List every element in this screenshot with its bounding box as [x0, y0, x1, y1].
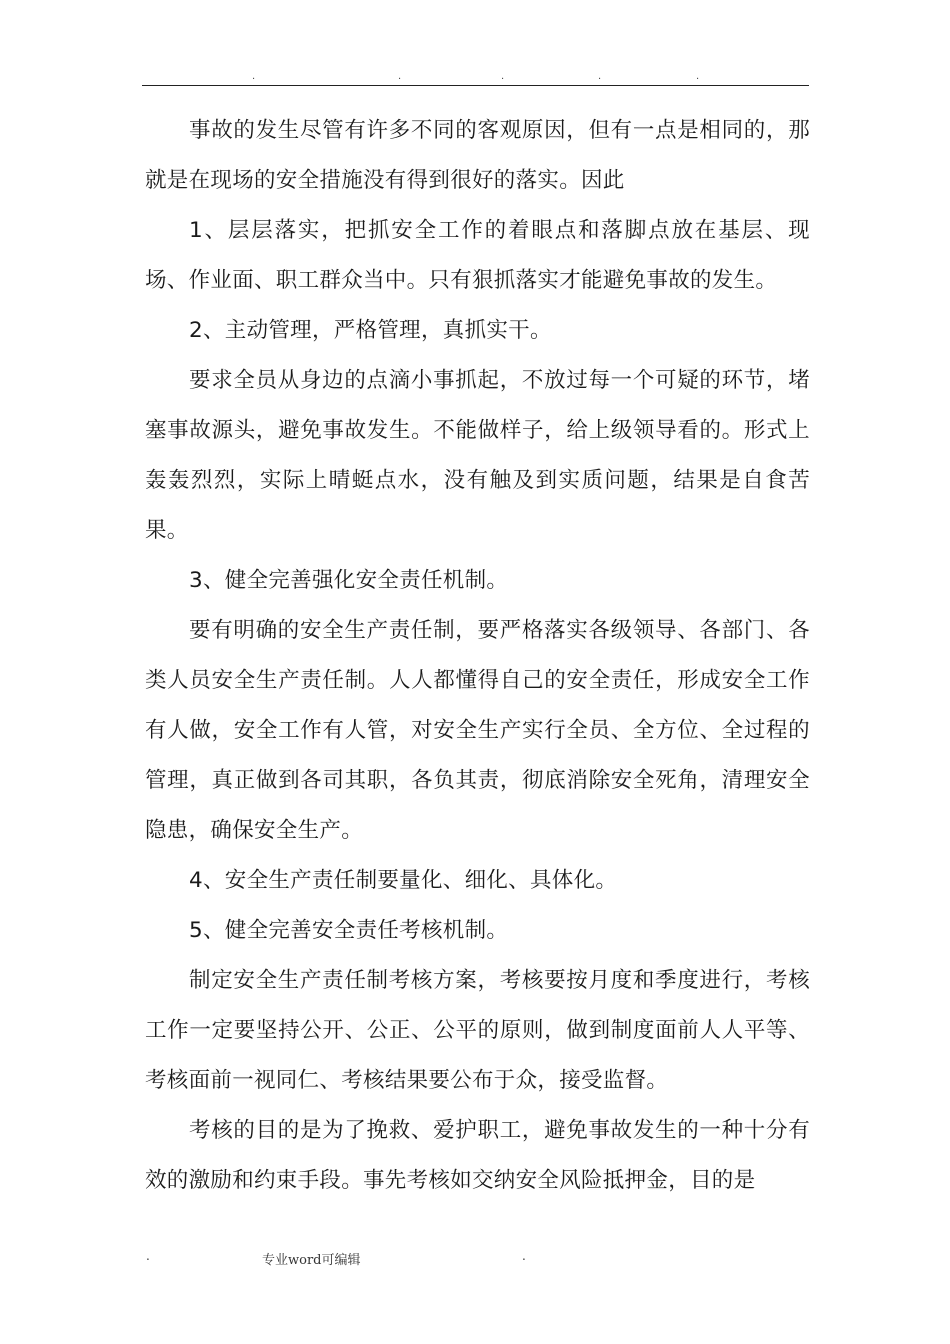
paragraph: 制定安全生产责任制考核方案，考核要按月度和季度进行，考核工作一定要坚持公开、公正、公平的原则，做到制度面前人人平等、考核面前一视同仁、考核结果要公布于众，接受监督。: [145, 968, 810, 1093]
header-dot: .: [598, 71, 602, 82]
header-dot: .: [501, 71, 505, 82]
paragraph: 要求全员从身边的点滴小事抓起，不放过每一个可疑的环节，堵塞事故源头，避免事故发生。不能做样子，给上级领导看的。形式上轰轰烈烈，实际上晴蜓点水，没有触及到实质问题，结果是自食苦果。: [145, 368, 810, 543]
paragraph: 3、健全完善强化安全责任机制。: [189, 568, 509, 593]
header-dot: .: [398, 71, 402, 82]
body-text: [145, 106, 810, 1206]
paragraph: 要有明确的安全生产责任制，要严格落实各级领导、各部门、各类人员安全生产责任制。人人都懂得自己的安全责任，形成安全工作有人做，安全工作有人管，对安全生产实行全员、全方位、全过程的管理，真正做到各司其职，各负其责，彻底消除安全死角，清理安全隐患，确保安全生产。: [145, 618, 810, 843]
paragraph: 事故的发生尽管有许多不同的客观原因，但有一点是相同的，那就是在现场的安全措施没有得到很好的落实。因此: [145, 118, 810, 193]
header-dot: .: [252, 71, 256, 82]
page-footer: [0, 1247, 950, 1271]
paragraph: 4、安全生产责任制要量化、细化、具体化。: [189, 868, 618, 893]
footer-dot: .: [522, 1249, 526, 1263]
paragraph: 考核的目的是为了挽救、爱护职工，避免事故发生的一种十分有效的激励和约束手段。事先考核如交纳安全风险抵押金，目的是: [145, 1118, 810, 1193]
footer-dot: .: [146, 1249, 150, 1263]
paragraph: 1、层层落实，把抓安全工作的着眼点和落脚点放在基层、现场、作业面、职工群众当中。只有狠抓落实才能避免事故的发生。: [145, 218, 810, 293]
paragraph: 2、主动管理，严格管理，真抓实干。: [189, 318, 552, 343]
header-rule: [142, 85, 809, 86]
footer-label: 专业word可编辑: [262, 1253, 361, 1268]
paragraph: 5、健全完善安全责任考核机制。: [189, 918, 509, 943]
header-dot: .: [696, 71, 700, 82]
